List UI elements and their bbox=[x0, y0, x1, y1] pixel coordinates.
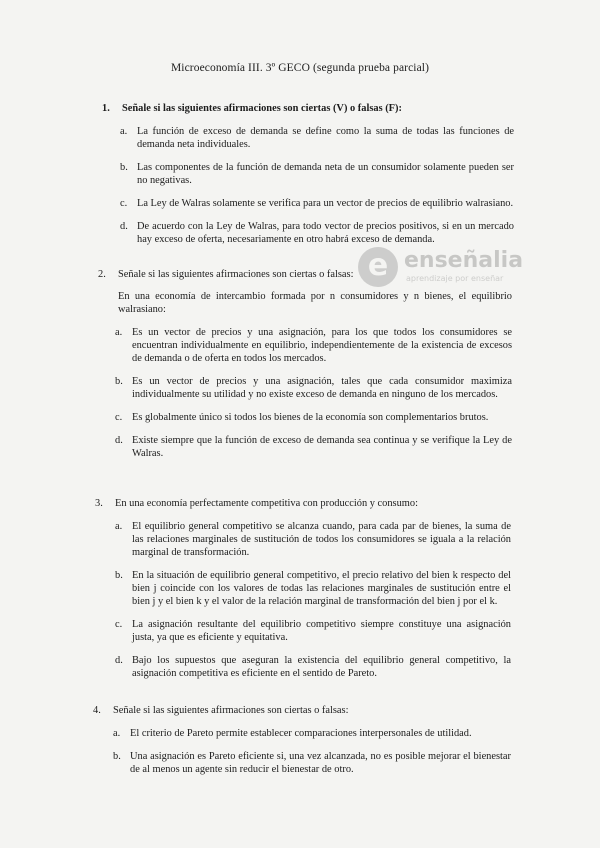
list-item: d. Existe siempre que la función de exceso de demanda sea continua y se verifique la Ley de Walras. bbox=[115, 435, 512, 459]
item-text: Las componentes de la función de demanda neta de un consumidor solamente pueden ser no negativas. bbox=[137, 162, 514, 186]
item-text: En la situación de equilibrio general competitivo, el precio relativo del bien k respecto del bien j coincide con los valores de todas las relaciones marginales de sustitución entre el bien j y el bien k y el valor de la relación marginal de transformación del bien j por el k. bbox=[132, 570, 511, 607]
list-item: b. Las componentes de la función de demanda neta de un consumidor solamente pueden ser no negativas. bbox=[120, 162, 514, 186]
item-text: Es un vector de precios y una asignación, tales que cada consumidor maximiza individualmente su utilidad y no existe exceso de demanda en ninguno de los mercados. bbox=[132, 376, 512, 400]
question-prompt: 1. Señale si las siguientes afirmaciones son ciertas (V) o falsas (F): bbox=[102, 103, 402, 114]
watermark-brand: enseñalia bbox=[404, 248, 524, 273]
question-prompt: 3. En una economía perfectamente competitiva con producción y consumo: bbox=[95, 498, 418, 509]
item-text: La asignación resultante del equilibrio competitivo siempre constituye una asignación justa, ya que es eficiente y equitativa. bbox=[132, 619, 511, 643]
item-text: Bajo los supuestos que aseguran la existencia del equilibrio general competitivo, la asignación competitiva es eficiente en el sentido de Pareto. bbox=[132, 655, 511, 679]
list-item: c. Es globalmente único si todos los bienes de la economía son complementarios brutos. bbox=[115, 412, 489, 423]
question-number: 2. bbox=[98, 269, 106, 280]
question-intro: En una economía de intercambio formada por n consumidores y n bienes, el equilibrio walrasiano: bbox=[118, 291, 512, 315]
question-prompt: 2. Señale si las siguientes afirmaciones son ciertas o falsas: bbox=[98, 269, 354, 280]
question-1 bbox=[102, 102, 514, 246]
list-item: c. La Ley de Walras solamente se verifica para un vector de precios de equilibrio walrasiano. bbox=[120, 198, 514, 209]
question-3 bbox=[95, 497, 511, 680]
item-text: Es un vector de precios y una asignación, para los que todos los consumidores se encuentran individualmente en equilibrio, independientemente de la existencia de excesos de demanda o de oferta en todos los mercados. bbox=[132, 327, 512, 364]
list-item: b. En la situación de equilibrio general competitivo, el precio relativo del bien k respecto del bien j coincide con los valores de todas las relaciones marginales de sustitución entre el bien j y el bien k y el valor de la relación marginal de transformación del bien j por el k. bbox=[115, 570, 511, 607]
brand-e-icon: e bbox=[358, 247, 398, 287]
list-item: c. La asignación resultante del equilibrio competitivo siempre constituye una asignación justa, ya que es eficiente y equitativa. bbox=[115, 619, 511, 643]
question-number: 1. bbox=[102, 103, 110, 114]
item-text: La Ley de Walras solamente se verifica para un vector de precios de equilibrio walrasiano. bbox=[137, 198, 514, 209]
item-text: De acuerdo con la Ley de Walras, para todo vector de precios positivos, si en un mercado hay exceso de oferta, necesariamente en otro habrá exceso de demanda. bbox=[137, 221, 514, 245]
question-number: 4. bbox=[93, 705, 101, 716]
list-item: a. Es un vector de precios y una asignación, para los que todos los consumidores se encuentran individualmente en equilibrio, independientemente de la existencia de excesos de demanda o de oferta en todos los mercados. bbox=[115, 327, 512, 364]
item-text: La función de exceso de demanda se define como la suma de todas las funciones de demanda neta individuales. bbox=[137, 126, 514, 150]
list-item: a. El criterio de Pareto permite establecer comparaciones interpersonales de utilidad. bbox=[113, 728, 472, 739]
item-text: El equilibrio general competitivo se alcanza cuando, para cada par de bienes, la suma de las relaciones marginales de sustitución de todos los consumidores se iguala a la relación marginal de transformación. bbox=[132, 521, 511, 558]
exam-title: Microeconomía III. 3º GECO (segunda prueba parcial) bbox=[170, 62, 430, 74]
list-item: d. Bajo los supuestos que aseguran la existencia del equilibrio general competitivo, la asignación competitiva es eficiente en el sentido de Pareto. bbox=[115, 655, 511, 679]
watermark-tagline: aprendizaje por enseñar bbox=[406, 274, 504, 283]
list-item: d. De acuerdo con la Ley de Walras, para todo vector de precios positivos, si en un mercado hay exceso de oferta, necesariamente en otro habrá exceso de demanda. bbox=[120, 221, 514, 245]
question-4 bbox=[93, 704, 511, 776]
item-text: Es globalmente único si todos los bienes de la economía son complementarios brutos. bbox=[132, 412, 489, 423]
item-text: Una asignación es Pareto eficiente si, una vez alcanzada, no es posible mejorar el bienestar de al menos un agente sin reducir el bienestar de otro. bbox=[130, 751, 511, 775]
list-item: b. Es un vector de precios y una asignación, tales que cada consumidor maximiza individualmente su utilidad y no existe exceso de demanda en ninguno de los mercados. bbox=[115, 376, 512, 400]
list-item: a. El equilibrio general competitivo se alcanza cuando, para cada par de bienes, la suma de las relaciones marginales de sustitución de todos los consumidores se iguala a la relación marginal de transformación. bbox=[115, 521, 511, 558]
item-text: Existe siempre que la función de exceso de demanda sea continua y se verifique la Ley de Walras. bbox=[132, 435, 512, 459]
list-item: b. Una asignación es Pareto eficiente si, una vez alcanzada, no es posible mejorar el bienestar de al menos un agente sin reducir el bienestar de otro. bbox=[113, 751, 511, 775]
question-prompt: 4. Señale si las siguientes afirmaciones son ciertas o falsas: bbox=[93, 705, 349, 716]
question-2 bbox=[98, 268, 512, 460]
question-number: 3. bbox=[95, 498, 103, 509]
item-text: El criterio de Pareto permite establecer comparaciones interpersonales de utilidad. bbox=[130, 728, 472, 739]
list-item: a. La función de exceso de demanda se define como la suma de todas las funciones de demanda neta individuales. bbox=[120, 126, 514, 150]
